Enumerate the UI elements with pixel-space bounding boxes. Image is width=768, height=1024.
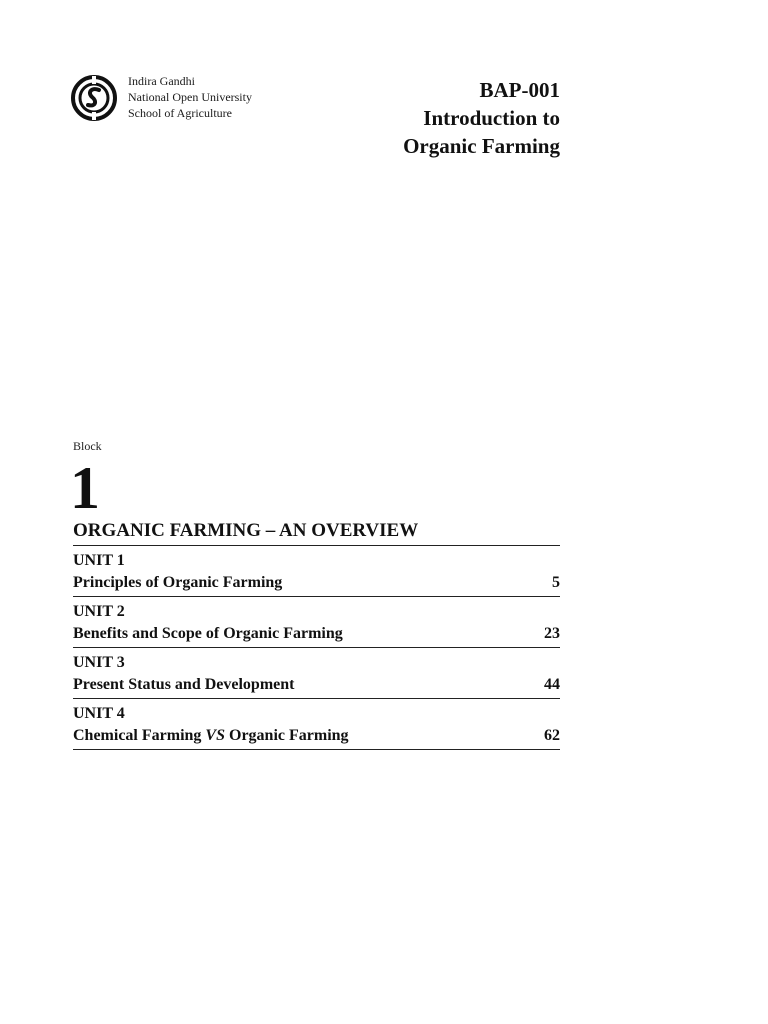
- unit-entry[interactable]: [73, 548, 560, 597]
- unit-entry[interactable]: [73, 701, 560, 750]
- unit-entry[interactable]: [73, 650, 560, 699]
- unit-page-number: 23: [544, 625, 560, 642]
- institution-line: Indira Gandhi: [128, 74, 195, 88]
- unit-page-number: 5: [552, 574, 560, 591]
- unit-title-part: Chemical Farming: [73, 727, 206, 744]
- unit-page-number: 62: [544, 727, 560, 744]
- block-number: 1: [70, 455, 100, 521]
- unit-number: UNIT 4: [73, 705, 125, 722]
- school-name: School of Agriculture: [128, 106, 232, 120]
- unit-title-italic: VS: [205, 727, 225, 744]
- course-code: BAP-001: [479, 78, 560, 102]
- unit-title: Present Status and Development: [73, 676, 295, 693]
- unit-entry[interactable]: [73, 599, 560, 648]
- unit-page-number: 44: [544, 676, 560, 693]
- block-title: ORGANIC FARMING – AN OVERVIEW: [73, 518, 560, 546]
- unit-number: UNIT 2: [73, 603, 125, 620]
- unit-title: [73, 725, 349, 747]
- institution-line: National Open University: [128, 90, 252, 104]
- ignou-logo-icon: [70, 74, 118, 122]
- unit-number: UNIT 1: [73, 552, 125, 569]
- unit-number: UNIT 3: [73, 654, 125, 671]
- course-heading: [403, 76, 560, 160]
- course-title-line: Organic Farming: [403, 134, 560, 158]
- block-label: Block: [73, 439, 102, 453]
- unit-title: Benefits and Scope of Organic Farming: [73, 625, 343, 642]
- course-title-line: Introduction to: [423, 106, 560, 130]
- institution-name: [128, 73, 252, 121]
- unit-list: [73, 548, 560, 752]
- unit-title: Principles of Organic Farming: [73, 574, 283, 591]
- unit-title-part: Organic Farming: [225, 727, 349, 744]
